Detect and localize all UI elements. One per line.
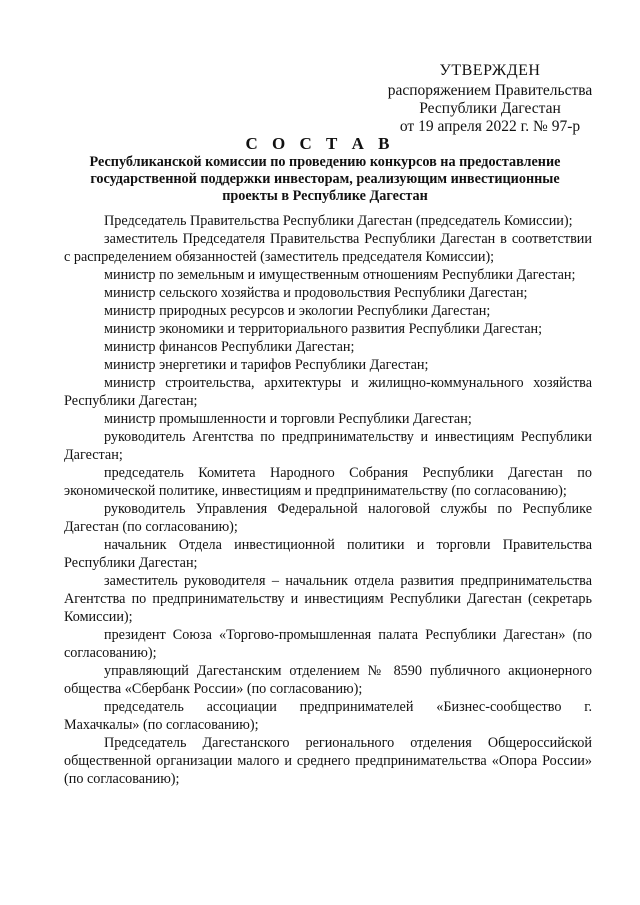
member-item: председатель ассоциации предпринимателей «Бизнес-сообщество г. Махачкалы» (по согласованию); — [64, 699, 592, 733]
member-item: руководитель Агентства по предпринимательству и инвестициям Республики Дагестан; — [64, 429, 592, 463]
approval-title: УТВЕРЖДЕН — [439, 62, 541, 79]
member-item: Председатель Правительства Республики Дагестан (председатель Комиссии); — [104, 213, 573, 229]
member-item: министр экономики и территориального развития Республики Дагестан; — [104, 321, 543, 337]
approval-line-2: Республики Дагестан — [419, 100, 561, 117]
document-title: С О С Т А В — [245, 134, 395, 153]
member-item: начальник Отдела инвестиционной политики и торговли Правительства Республики Дагестан; — [64, 537, 592, 571]
member-item: заместитель руководителя – начальник отдела развития предпринимательства Агентства по предпринимательству и инвестициям Республики Дагестан (секретарь Комиссии); — [64, 573, 592, 625]
member-item: Председатель Дагестанского регионального отделения Общероссийской общественной организации малого и среднего предпринимательства «Опора России» (по согласованию); — [64, 735, 592, 787]
member-item: заместитель Председателя Правительства Республики Дагестан в соответствии с распределением обязанностей (заместитель председателя Комиссии); — [64, 231, 592, 265]
member-item: министр по земельным и имущественным отношениям Республики Дагестан; — [104, 267, 576, 283]
member-item: президент Союза «Торгово-промышленная палата Республики Дагестан» (по согласованию); — [64, 627, 592, 661]
member-item: министр промышленности и торговли Республики Дагестан; — [104, 411, 472, 427]
member-item: министр строительства, архитектуры и жилищно-коммунального хозяйства Республики Дагестан; — [64, 375, 592, 409]
member-list — [64, 212, 592, 788]
member-item: управляющий Дагестанским отделением № 8590 публичного акционерного общества «Сбербанк России» (по согласованию); — [64, 663, 592, 697]
member-item: министр энергетики и тарифов Республики Дагестан; — [104, 357, 429, 373]
document-subtitle: Республиканской комиссии по проведению конкурсов на предоставление государственной поддержки инвесторам, реализующим инвестиционные проекты в Республике Дагестан — [89, 154, 561, 204]
approval-stamp — [378, 62, 602, 136]
member-item: министр финансов Республики Дагестан; — [104, 339, 355, 355]
member-item: министр сельского хозяйства и продовольствия Республики Дагестан; — [104, 285, 528, 301]
member-item: руководитель Управления Федеральной налоговой службы по Республике Дагестан (по согласованию); — [64, 501, 592, 535]
approval-line-3: от 19 апреля 2022 г. № 97-р — [399, 118, 581, 135]
approval-line-1: распоряжением Правительства — [387, 82, 593, 99]
member-item: председатель Комитета Народного Собрания Республики Дагестан по экономической политике, инвестициям и предпринимательству (по согласованию); — [64, 465, 592, 499]
member-item: министр природных ресурсов и экологии Республики Дагестан; — [104, 303, 491, 319]
